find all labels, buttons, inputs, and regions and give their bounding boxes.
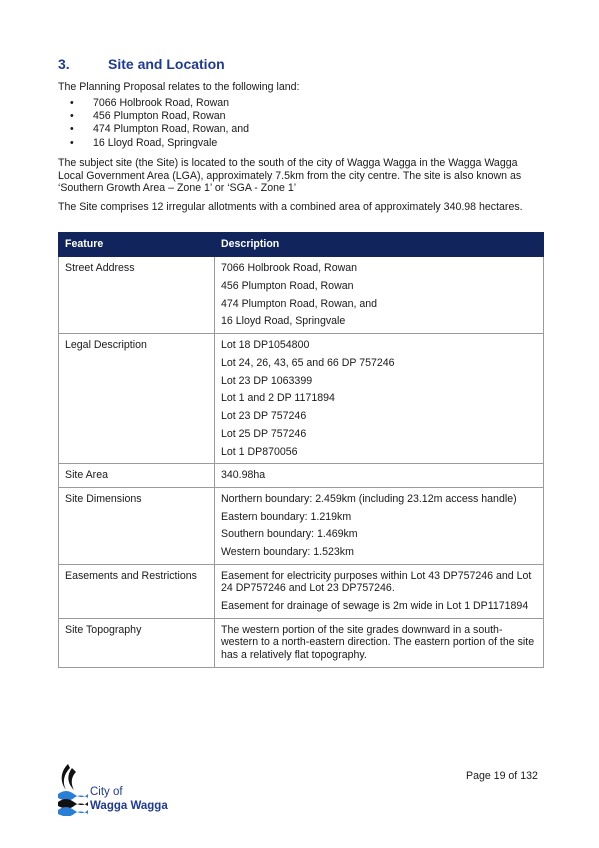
logo-text-wagga-wagga: Wagga Wagga bbox=[90, 800, 168, 812]
section-number: 3. bbox=[58, 56, 70, 72]
table-row bbox=[59, 564, 544, 618]
description-cell: The western portion of the site grades downward in a south-western to a north-eastern direction. The eastern portion of the site has a relatively flat topography. bbox=[215, 618, 544, 667]
page-number: Page 19 of 132 bbox=[466, 770, 538, 782]
list-item: • 16 Lloyd Road, Springvale bbox=[70, 136, 218, 149]
table-row bbox=[59, 464, 544, 488]
location-paragraph: The subject site (the Site) is located to the south of the city of Wagga Wagga in the Wagga Wagga Local Government Area (LGA), approximately 7.5km from the city centre. The site is also known as ‘Southern Growth Area – Zone 1’ or ‘SGA - Zone 1’ bbox=[58, 157, 522, 195]
feature-cell: Legal Description bbox=[59, 333, 215, 463]
intro-text: The Planning Proposal relates to the following land: bbox=[58, 81, 300, 93]
description-column-header: Description bbox=[215, 233, 544, 257]
land-list bbox=[58, 97, 249, 150]
feature-cell: Street Address bbox=[59, 257, 215, 334]
description-cell: 340.98ha bbox=[215, 464, 544, 488]
table-row bbox=[59, 257, 544, 334]
logo-text-city-of: City of bbox=[90, 786, 123, 798]
feature-cell: Site Area bbox=[59, 464, 215, 488]
table-header-row bbox=[59, 233, 544, 257]
description-cell: 7066 Holbrook Road, Rowan 456 Plumpton Road, Rowan 474 Plumpton Road, Rowan, and 16 Lloyd Road, Springvale bbox=[215, 257, 544, 334]
feature-column-header: Feature bbox=[59, 233, 215, 257]
description-cell: Easement for electricity purposes within Lot 43 DP757246 and Lot 24 DP757246 and Lot 23 DP757246. Easement for drainage of sewage is 2m wide in Lot 1 DP1171894 bbox=[215, 564, 544, 618]
city-logo-icon bbox=[56, 762, 90, 821]
list-item: • 456 Plumpton Road, Rowan bbox=[70, 110, 226, 123]
feature-cell: Site Dimensions bbox=[59, 487, 215, 564]
feature-cell: Easements and Restrictions bbox=[59, 564, 215, 618]
table-row bbox=[59, 333, 544, 463]
section-heading bbox=[58, 56, 225, 72]
feature-cell: Site Topography bbox=[59, 618, 215, 667]
list-item: • 7066 Holbrook Road, Rowan bbox=[70, 97, 230, 109]
table-row bbox=[59, 487, 544, 564]
section-title: Site and Location bbox=[108, 56, 225, 72]
table-row bbox=[59, 618, 544, 667]
site-details-table bbox=[58, 232, 544, 668]
allotments-paragraph: The Site comprises 12 irregular allotments with a combined area of approximately 340.98 hectares. bbox=[58, 201, 523, 213]
description-cell: Northern boundary: 2.459km (including 23.12m access handle) Eastern boundary: 1.219km Southern boundary: 1.469km Western boundary: 1.523km bbox=[215, 487, 544, 564]
description-cell: Lot 18 DP1054800 Lot 24, 26, 43, 65 and 66 DP 757246 Lot 23 DP 1063399 Lot 1 and 2 DP 1171894 Lot 23 DP 757246 Lot 25 DP 757246 Lot 1 DP870056 bbox=[215, 333, 544, 463]
list-item: • 474 Plumpton Road, Rowan, and bbox=[70, 123, 250, 136]
